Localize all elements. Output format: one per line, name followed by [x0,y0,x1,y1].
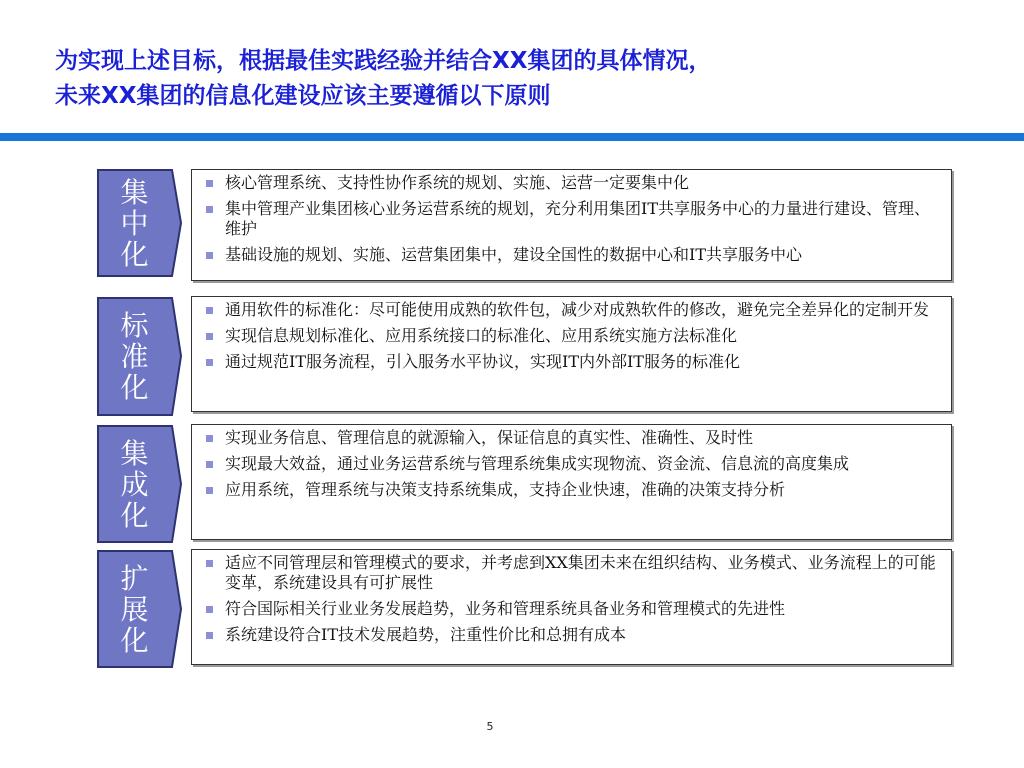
principle-box-standardization [191,296,952,412]
bullet-square-icon [206,252,213,259]
bullet-item [202,326,941,346]
bullet-text: 实现业务信息、管理信息的就源输入，保证信息的真实性、准确性、及时性 [225,428,754,447]
bullet-square-icon [206,435,213,442]
tag-char: 化 [120,623,149,657]
bullet-square-icon [206,206,213,213]
bullet-square-icon [206,307,213,314]
bullet-item [202,199,941,239]
bullet-item [202,480,941,500]
slide-title [55,44,995,114]
bullet-text: 集中管理产业集团核心业务运营系统的规划，充分利用集团IT共享服务中心的力量进行建设、管理、维护 [225,199,930,238]
page-number: 5 [486,720,494,733]
tag-char: 化 [120,498,149,532]
tag-char: 集 [120,175,149,209]
tag-char: 集 [120,436,149,470]
bullet-square-icon [206,359,213,366]
bullet-text: 适应不同管理层和管理模式的要求，并考虑到XX集团未来在组织结构、业务模式、业务流程上的可能变革，系统建设具有可扩展性 [225,553,936,592]
slide-title-line-1: 为实现上述目标，根据最佳实践经验并结合XX集团的具体情况， [55,48,712,74]
bullet-item [202,173,941,193]
tag-char: 化 [120,237,149,271]
principle-tag-extensibility [97,550,182,668]
bullet-square-icon [206,461,213,468]
bullet-item [202,352,941,372]
bullet-item [202,300,941,320]
bullet-text: 通用软件的标准化：尽可能使用成熟的软件包，减少对成熟软件的修改，避免完全差异化的定制开发 [225,300,930,319]
bullet-text: 实现最大效益，通过业务运营系统与管理系统集成实现物流、资金流、信息流的高度集成 [225,454,850,473]
bullet-square-icon [206,606,213,613]
bullet-square-icon [206,180,213,187]
principle-tag-label [97,169,172,277]
bullet-item [202,454,941,474]
tag-char: 中 [120,206,149,240]
bullet-text: 符合国际相关行业业务发展趋势，业务和管理系统具备业务和管理模式的先进性 [225,599,786,618]
principle-tag-label [97,297,172,416]
bullet-square-icon [206,632,213,639]
principle-box-centralization [191,169,952,281]
principle-tag-integration [97,425,182,543]
bullet-text: 通过规范IT服务流程，引入服务水平协议，实现IT内外部IT服务的标准化 [225,352,740,371]
bullet-item [202,553,941,593]
bullet-square-icon [206,560,213,567]
bullet-square-icon [206,333,213,340]
bullet-item [202,599,941,619]
bullet-item [202,625,941,645]
principle-tag-label [97,425,172,543]
tag-char: 准 [120,340,149,373]
tag-char: 标 [120,309,149,342]
principle-box-integration [191,424,952,540]
bullet-square-icon [206,487,213,494]
principle-tag-label [97,550,172,668]
bullet-text: 实现信息规划标准化、应用系统接口的标准化、应用系统实施方法标准化 [225,326,738,345]
tag-char: 成 [120,467,149,501]
bullet-item [202,428,941,448]
tag-char: 展 [120,592,149,626]
tag-char: 扩 [120,561,149,595]
bullet-text: 应用系统，管理系统与决策支持系统集成，支持企业快速，准确的决策支持分析 [225,480,786,499]
principle-tag-standardization [97,297,182,416]
bullet-text: 系统建设符合IT技术发展趋势，注重性价比和总拥有成本 [225,625,626,644]
bullet-text: 基础设施的规划、实施、运营集团集中，建设全国性的数据中心和IT共享服务中心 [225,245,802,264]
principle-tag-centralization [97,169,182,277]
bullet-text: 核心管理系统、支持性协作系统的规划、实施、运营一定要集中化 [225,173,690,192]
bullet-item [202,245,941,265]
title-divider [0,133,1024,141]
tag-char: 化 [120,371,149,404]
principle-box-extensibility [191,549,952,665]
slide-title-line-2: 未来XX集团的信息化建设应该主要遵循以下原则 [55,83,551,109]
